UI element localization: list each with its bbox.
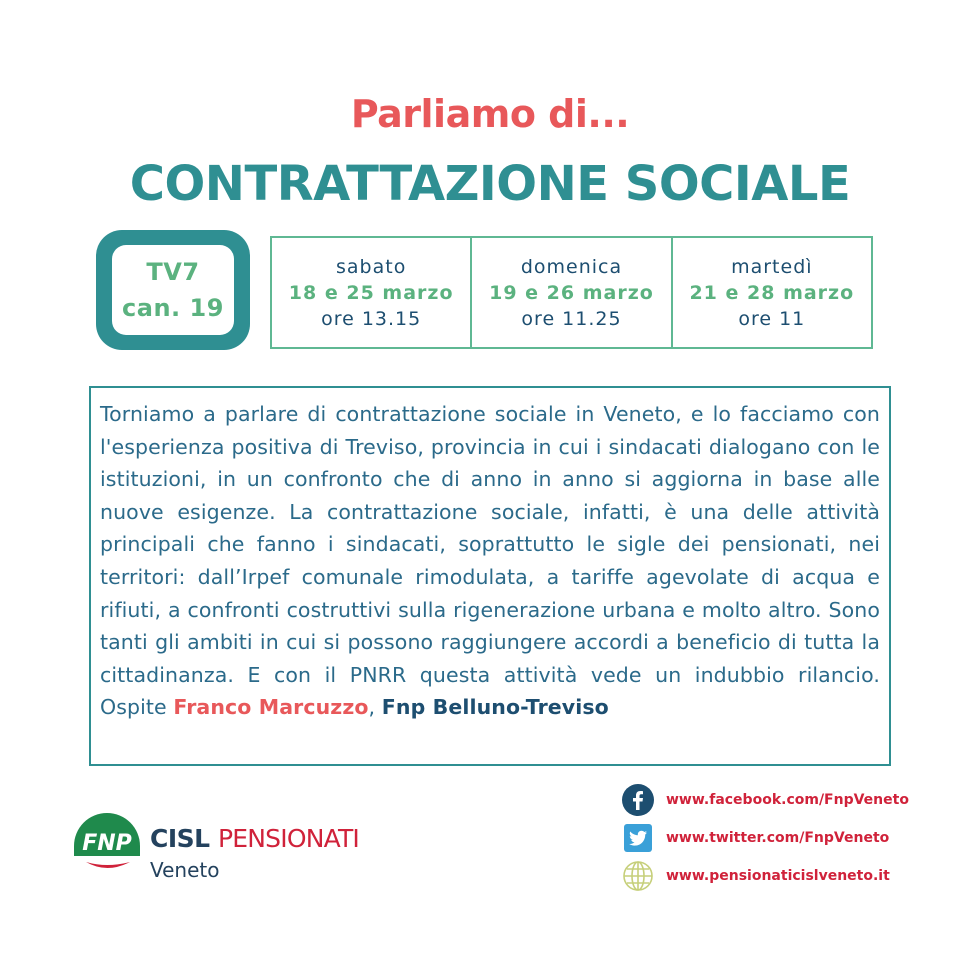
schedule-time: ore 11 xyxy=(738,307,806,330)
schedule-dates: 18 e 25 marzo xyxy=(288,281,454,304)
channel-badge-inner xyxy=(112,245,234,335)
channel-badge xyxy=(96,230,250,350)
social-links xyxy=(622,782,962,896)
guest-name: Franco Marcuzzo xyxy=(173,695,369,720)
description-text: Torniamo a parlare di contrattazione sociale in Veneto, e lo facciamo con l'esperienza positiva di Treviso, provincia in cui i sindacati dialogano con le istituzioni, in un confronto che di anno in anno si aggiorna in base alle nuove esigenze. La contrattazione sociale, infatti, è una delle attività principali che fanno i sindacati, soprattutto le sigle dei pensionati, nei territori: dall’Irpef comunale rimodulata, a tariffe agevolate di acqua e rifiuti, a confronti costruttivi sulla rigenerazione urbana e molto altro. Sono tanti gli ambiti in cui si possono raggiungere accordi a beneficio di tutta la cittadinanza. E con il PNRR questa attività vede un indubbio rilancio. Ospite xyxy=(100,402,880,720)
globe-icon xyxy=(622,860,654,892)
social-link-facebook[interactable] xyxy=(622,782,962,818)
logo-pensionati: PENSIONATI xyxy=(218,824,359,853)
schedule-table xyxy=(270,236,873,349)
social-link-website[interactable] xyxy=(622,858,962,894)
facebook-icon xyxy=(622,784,654,816)
channel-number: can. 19 xyxy=(122,294,224,322)
schedule-slot xyxy=(470,238,670,347)
twitter-icon xyxy=(622,822,654,854)
website-link[interactable]: www.pensionaticislveneto.it xyxy=(666,868,890,884)
description-box xyxy=(89,386,891,766)
twitter-link[interactable]: www.twitter.com/FnpVeneto xyxy=(666,830,890,846)
schedule-time: ore 11.25 xyxy=(521,307,622,330)
fnp-cisl-logo xyxy=(72,808,412,888)
schedule-slot xyxy=(272,238,470,347)
page-title: CONTRATTAZIONE SOCIALE xyxy=(129,156,851,212)
schedule-dates: 21 e 28 marzo xyxy=(689,281,855,304)
facebook-link[interactable]: www.facebook.com/FnpVeneto xyxy=(666,792,909,808)
schedule-day: martedì xyxy=(731,255,813,278)
schedule-slot xyxy=(671,238,871,347)
schedule-day: sabato xyxy=(336,255,407,278)
fnp-logo-text: FNP xyxy=(82,831,132,856)
subtitle: Parliamo di... xyxy=(350,92,630,136)
social-link-twitter[interactable] xyxy=(622,820,962,856)
logo-cisl: CISL xyxy=(150,824,210,853)
guest-separator: , xyxy=(368,695,382,720)
channel-name: TV7 xyxy=(146,258,200,286)
schedule-day: domenica xyxy=(520,255,623,278)
fnp-logo-icon xyxy=(72,812,142,872)
schedule-dates: 19 e 26 marzo xyxy=(489,281,654,304)
logo-region: Veneto xyxy=(150,858,220,882)
schedule-time: ore 13.15 xyxy=(321,307,422,330)
guest-organization: Fnp Belluno-Treviso xyxy=(381,695,609,720)
